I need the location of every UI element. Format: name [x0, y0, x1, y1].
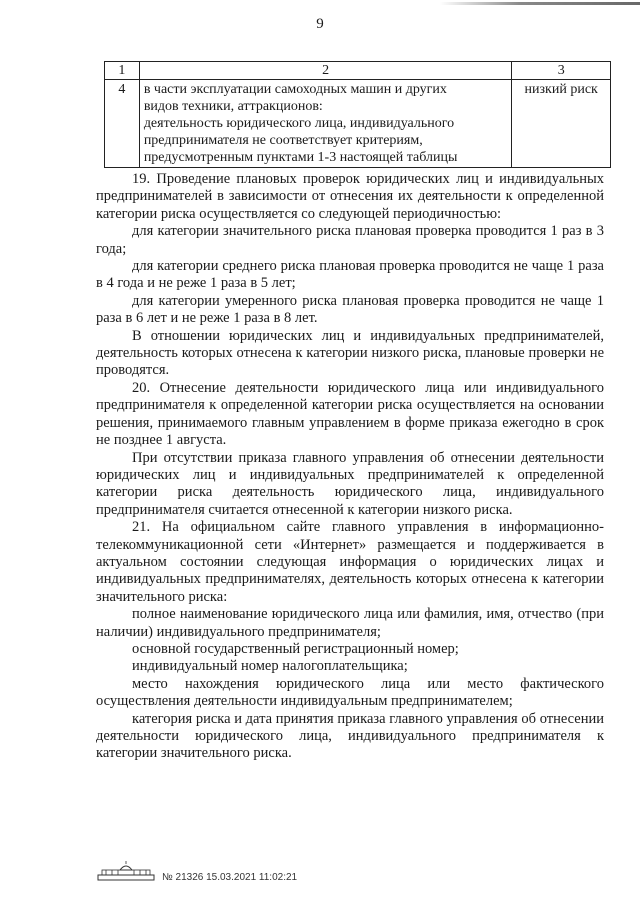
paragraph-20: 20. Отнесение деятельности юридического лица или индивидуального предпринимателя к определенной категории риска осуществляется на основании решения, принимаемого главным управлением в форме приказа ежегодно в срок не позднее 1 августа. — [96, 379, 604, 449]
paragraph-21: 21. На официальном сайте главного управления в информационно-телекоммуникационной сети «Интернет» размещается и поддерживается в актуальном состоянии следующая информация о юридических лицах и индивидуальных предпринимателях, деятельность которых отнесена к категории значительного риска: — [96, 519, 604, 605]
list-item: полное наименование юридического лица или фамилия, имя, отчество (при наличии) индивидуального предпринимателя; — [96, 606, 604, 640]
paragraph: для категории умеренного риска плановая проверка проводится не чаще 1 раза в 6 лет и не реже 1 раза в 8 лет. — [96, 292, 604, 327]
header-cell-1: 1 — [105, 62, 140, 80]
table-row — [105, 80, 611, 168]
paragraph: В отношении юридических лиц и индивидуальных предпринимателей, деятельность которых отнесена к категории низкого риска, плановые проверки не проводятся. — [96, 327, 604, 379]
row-number: 4 — [105, 80, 140, 168]
paragraph: для категории среднего риска плановая проверка проводится не чаще 1 раза в 4 года и не реже 1 раза в 5 лет; — [96, 258, 604, 292]
building-logo-icon — [96, 860, 156, 882]
paragraph: для категории значительного риска плановая проверка проводится 1 раз в 3 года; — [96, 223, 604, 257]
registration-stamp: № 21326 15.03.2021 11:02:21 — [162, 872, 298, 883]
risk-category: низкий риск — [512, 80, 611, 168]
row-line: в части эксплуатации самоходных машин и других — [143, 82, 447, 97]
row-line: видов техники, аттракционов: — [143, 99, 323, 114]
list-item: категория риска и дата принятия приказа главного управления об отнесении деятельности юридического лица, индивидуального предпринимателя к категории значительного риска. — [96, 710, 604, 762]
row-line: деятельность юридического лица, индивидуального — [143, 116, 455, 131]
footer — [96, 860, 396, 890]
header-cell-3: 3 — [512, 62, 611, 80]
criteria-table — [104, 61, 611, 168]
document-body — [96, 171, 604, 763]
page-number: 9 — [316, 16, 324, 32]
table-header-row — [105, 62, 611, 80]
paragraph-19: 19. Проведение плановых проверок юридических лиц и индивидуальных предпринимателей в зависимости от отнесения их деятельности к определенной категории риска осуществляется со следующей периодичностью: — [96, 171, 604, 222]
row-line: предпринимателя не соответствует критериям, — [143, 133, 423, 148]
scan-artifact — [440, 2, 640, 5]
row-line: предусмотренным пунктами 1-3 настоящей таблицы — [143, 150, 458, 165]
row-description — [139, 80, 512, 168]
header-cell-2: 2 — [139, 62, 512, 80]
list-item: место нахождения юридического лица или место фактического осуществления деятельности индивидуальным предпринимателем; — [96, 675, 604, 710]
list-item: индивидуальный номер налогоплательщика; — [132, 658, 408, 675]
list-item: основной государственный регистрационный номер; — [132, 640, 459, 657]
paragraph: При отсутствии приказа главного управления об отнесении деятельности юридических лиц и индивидуальных предпринимателей к определенной категории риска деятельность юридического лица, индивидуального предпринимателя считается отнесенной к категории низкого риска. — [96, 449, 604, 518]
